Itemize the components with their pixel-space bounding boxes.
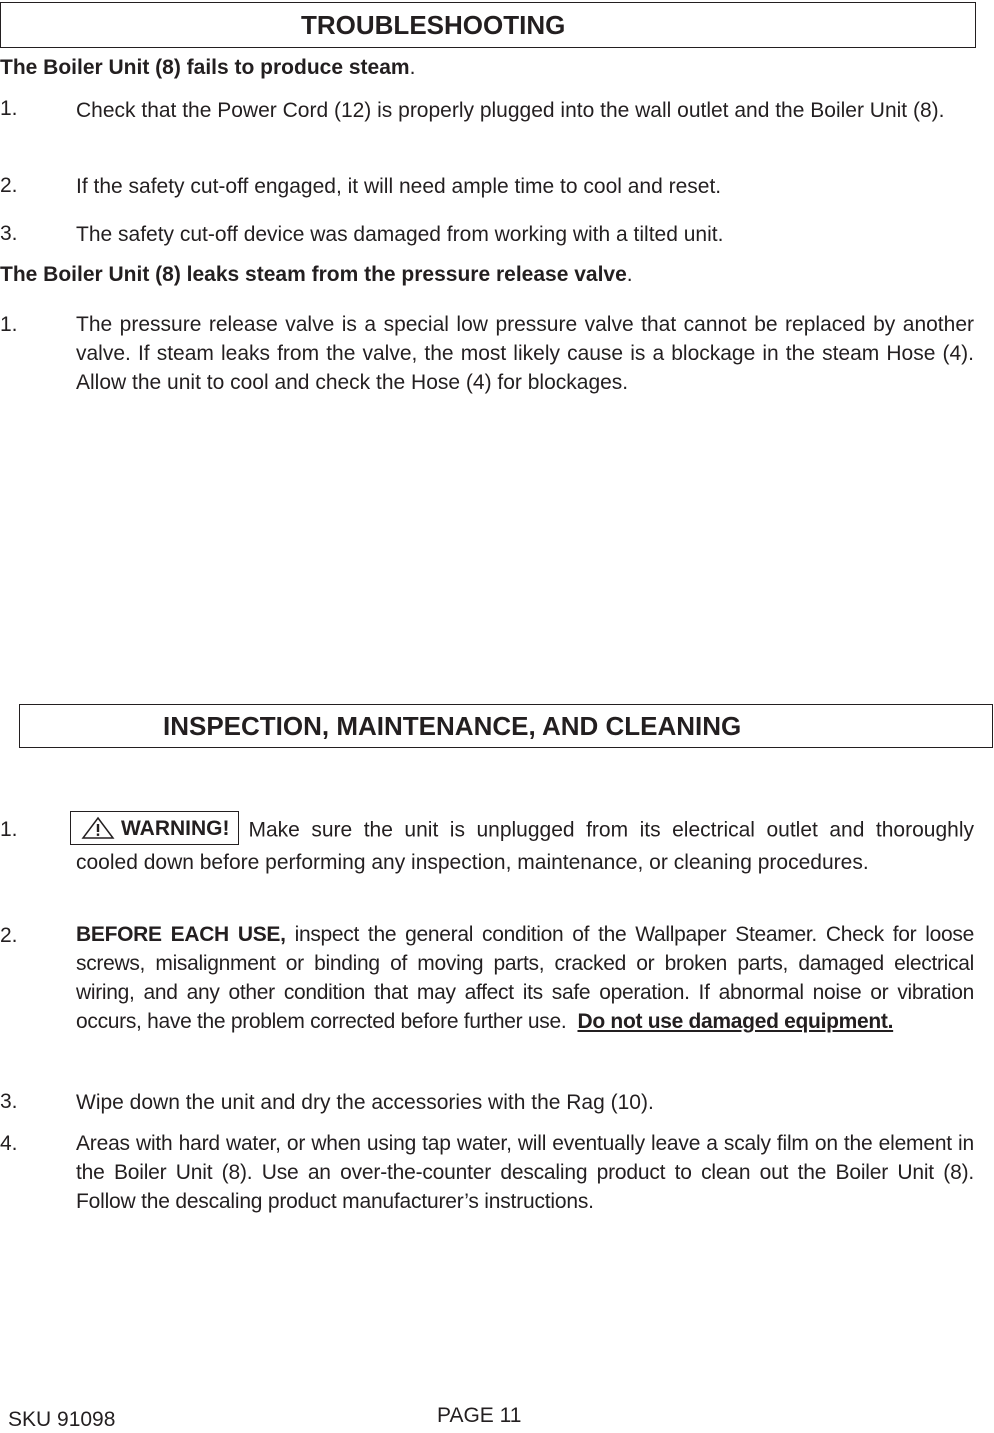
issue2-heading: The Boiler Unit (8) leaks steam from the pressure release valve. <box>0 263 633 286</box>
maint-item2-number: 2. <box>0 924 18 947</box>
maintenance-title: INSPECTION, MAINTENANCE, AND CLEANING <box>163 710 742 741</box>
before-each-use-lead: BEFORE EACH USE, <box>76 923 286 946</box>
maint-item2-text-block <box>76 920 974 1036</box>
issue2-item1-text: The pressure release valve is a special low pressure valve that cannot be replaced by another valve. If steam leaks from the valve, the most likely cause is a blockage in the steam Hose (4). Allow the unit to cool and check the Hose (4) for blockages. <box>76 313 974 394</box>
do-not-use-damaged-equipment: Do not use damaged equipment. <box>577 1010 894 1033</box>
maintenance-title-box <box>19 704 993 748</box>
issue1-item1-text: Check that the Power Cord (12) is properly plugged into the wall outlet and the Boiler Unit (8). <box>76 99 945 122</box>
troubleshooting-title: TROUBLESHOOTING <box>301 9 566 40</box>
warning-label <box>70 811 239 845</box>
issue1-item2-text: If the safety cut-off engaged, it will need ample time to cool and reset. <box>76 175 722 198</box>
maint-item3-number: 3. <box>0 1090 18 1113</box>
maint-item2-text: inspect the general condition of the Wallpaper Steamer. Check for loose screws, misalignment or binding of moving parts, cracked or broken parts, damaged electrical wiring, and any other condition that may affect its safe operation. If abnormal noise or vibration occurs, have the problem corrected before further use. <box>76 923 974 1033</box>
issue1-heading: The Boiler Unit (8) fails to produce steam. <box>0 56 416 79</box>
footer-sku: SKU 91098 <box>8 1408 116 1431</box>
footer-page-number: PAGE 11 <box>437 1404 522 1427</box>
issue1-item3-text: The safety cut-off device was damaged from working with a tilted unit. <box>76 223 724 246</box>
issue1-item1-number: 1. <box>0 97 18 120</box>
maint-item4-text: Areas with hard water, or when using tap water, will eventually leave a scaly film on the element in the Boiler Unit (8). Use an over-the-counter descaling product to clean out the Boiler Unit (8). Follow the descaling product manufacturer’s instructions. <box>76 1132 974 1213</box>
maint-item3-text: Wipe down the unit and dry the accessories with the Rag (10). <box>76 1091 654 1114</box>
warning-triangle-icon <box>81 816 115 840</box>
troubleshooting-title-box <box>0 2 976 48</box>
issue1-item2-number: 2. <box>0 174 18 197</box>
issue2-item1-number: 1. <box>0 313 18 336</box>
warning-text: WARNING! <box>121 816 230 840</box>
maint-item1-number: 1. <box>0 818 18 841</box>
maint-item1-text-block <box>76 814 974 877</box>
issue1-item3-number: 3. <box>0 222 18 245</box>
maint-item4-number: 4. <box>0 1132 18 1155</box>
maint-item1-text: Make sure the unit is unplugged from its electrical outlet and thoroughly cooled down before performing any inspection, maintenance, or cleaning procedures. <box>76 818 974 874</box>
